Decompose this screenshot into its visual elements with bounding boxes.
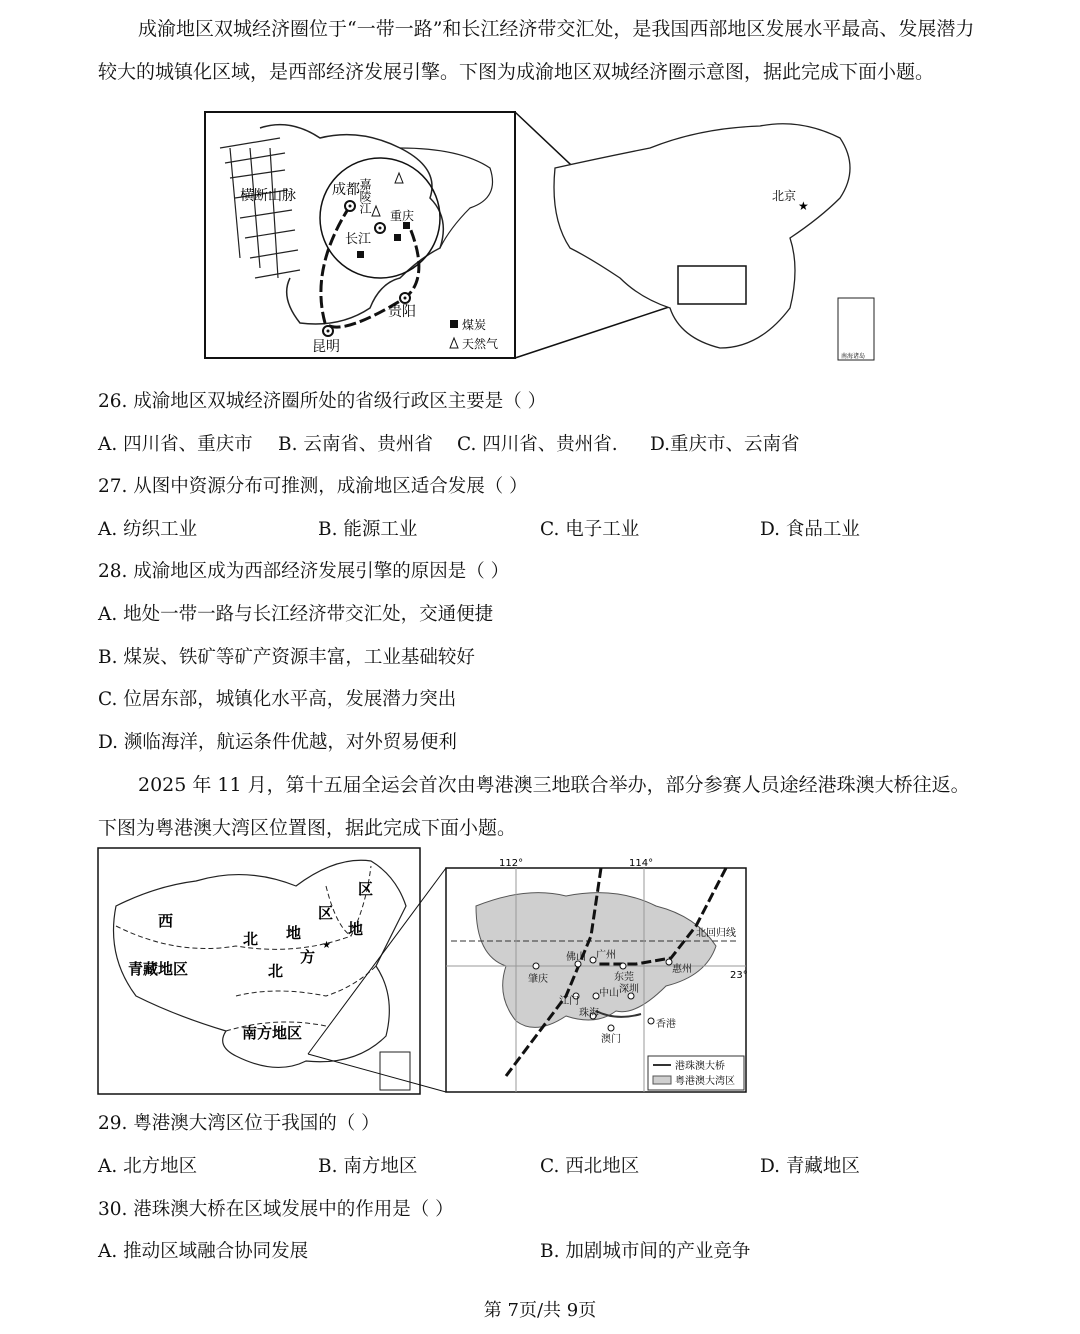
q29-option-b[interactable]: B. 南方地区 [318,1156,418,1177]
intro-paragraph-2: 2025 年 11 月，第十五届全运会首次由粤港澳三地联合举办，部分参赛人员途经港珠澳大桥往返。下图为粤港澳大湾区位置图，据此完成下面小题。 [98,774,970,839]
q26-option-d[interactable]: D.重庆市、云南省 [650,434,800,455]
question-30: 30. 港珠澳大桥在区域发展中的作用是（ ） [98,1199,454,1220]
q27-option-b[interactable]: B. 能源工业 [318,519,418,540]
region-bei: 北 [243,930,259,948]
legend-coal: 煤炭 [462,318,487,332]
region-xi: 西 [158,912,174,930]
city-dongguan: 东莞 [614,972,634,983]
lon-114: 114° [629,858,654,869]
region-qu: 区 [318,904,334,922]
q26-option-c[interactable]: C. 四川省、贵州省. [457,434,618,455]
label-chengdu: 成都 [332,182,360,198]
question-28: 28. 成渝地区成为西部经济发展引擎的原因是（ ） [98,561,510,582]
south-sea-inset [838,298,874,360]
inset-label: 南海诸岛 [841,353,866,360]
legend-bridge: 港珠澳大桥 [675,1061,725,1072]
label-guiyang: 贵阳 [388,304,416,320]
label-jialing: 嘉陵江 [358,178,372,214]
question-26: 26. 成渝地区双城经济圈所处的省级行政区主要是（ ） [98,391,547,412]
city-xianggang: 香港 [656,1019,676,1030]
city-aomen: 澳门 [601,1034,621,1045]
city-jiangmen: 江门 [559,996,579,1007]
region-di: 地 [286,924,302,942]
q26-option-b[interactable]: B. 云南省、贵州省 [278,434,433,455]
capital-star-icon: ★ [322,940,331,951]
label-changjiang: 长江 [345,232,372,247]
intro-paragraph-1: 成渝地区双城经济圈位于“一带一路”和长江经济带交汇处，是我国西部地区发展水平最高、发展潜力较大的城镇化区域，是西部经济发展引擎。下图为成渝地区双城经济圈示意图，据此完成下面小题。 [98,18,975,83]
beijing-star-icon: ★ [798,199,809,213]
q30-option-b[interactable]: B. 加剧城市间的产业竞争 [540,1241,751,1262]
greater-bay-area-figure [96,846,750,1096]
coal-symbol [357,251,364,258]
q28-option-d[interactable]: D. 濒临海洋，航运条件优越，对外贸易便利 [98,732,457,753]
q28-option-c[interactable]: C. 位居东部，城镇化水平高，发展潜力突出 [98,689,457,710]
label-chongqing: 重庆 [390,209,415,223]
q28-option-b[interactable]: B. 煤炭、铁矿等矿产资源丰富，工业基础较好 [98,647,475,668]
q28-option-a[interactable]: A. 地处一带一路与长江经济带交汇处，交通便捷 [98,604,494,625]
q29-option-a[interactable]: A. 北方地区 [98,1156,198,1177]
question-27: 27. 从图中资源分布可推测，成渝地区适合发展（ ） [98,476,528,497]
q29-option-c[interactable]: C. 西北地区 [540,1156,640,1177]
question-29: 29. 粤港澳大湾区位于我国的（ ） [98,1113,380,1134]
q27-option-c[interactable]: C. 电子工业 [540,519,640,540]
coal-symbol [394,234,401,241]
tropic-label: 北回归线 [696,928,736,939]
region-qu2: 区 [358,880,374,898]
region-qingzang: 青藏地区 [128,960,189,978]
city-huizhou: 惠州 [672,964,692,975]
region-bei2: 北 [268,962,284,980]
lon-112: 112° [499,858,524,869]
q30-option-a[interactable]: A. 推动区域融合协同发展 [98,1241,309,1262]
legend-gas: 天然气 [462,337,499,351]
city-zhongshan: 中山 [599,988,619,999]
q29-option-d[interactable]: D. 青藏地区 [760,1156,860,1177]
region-fang: 方 [300,948,316,966]
region-nanfang: 南方地区 [242,1024,303,1042]
label-hengduan: 横断山脉 [240,188,296,204]
q27-option-a[interactable]: A. 纺织工业 [98,519,198,540]
page-footer: 第 7页/共 9页 [483,1300,597,1321]
q27-option-d[interactable]: D. 食品工业 [760,519,860,540]
region-di2: 地 [348,920,364,938]
chengyu-map-figure [200,108,880,364]
city-zhuhai: 珠海 [579,1008,599,1019]
label-beijing: 北京 [772,189,797,203]
lat-23: 23° [730,970,748,981]
china-outline [554,124,850,348]
coal-symbol [403,222,410,229]
q26-option-a[interactable]: A. 四川省、重庆市 [98,434,253,455]
legend-bay: 粤港澳大湾区 [675,1076,735,1087]
city-zhaoqing: 肇庆 [528,974,548,985]
city-guangzhou: 广州 [596,950,616,961]
city-shenzhen: 深圳 [619,984,639,995]
city-foshan: 佛山 [566,952,586,963]
label-kunming: 昆明 [312,339,340,355]
